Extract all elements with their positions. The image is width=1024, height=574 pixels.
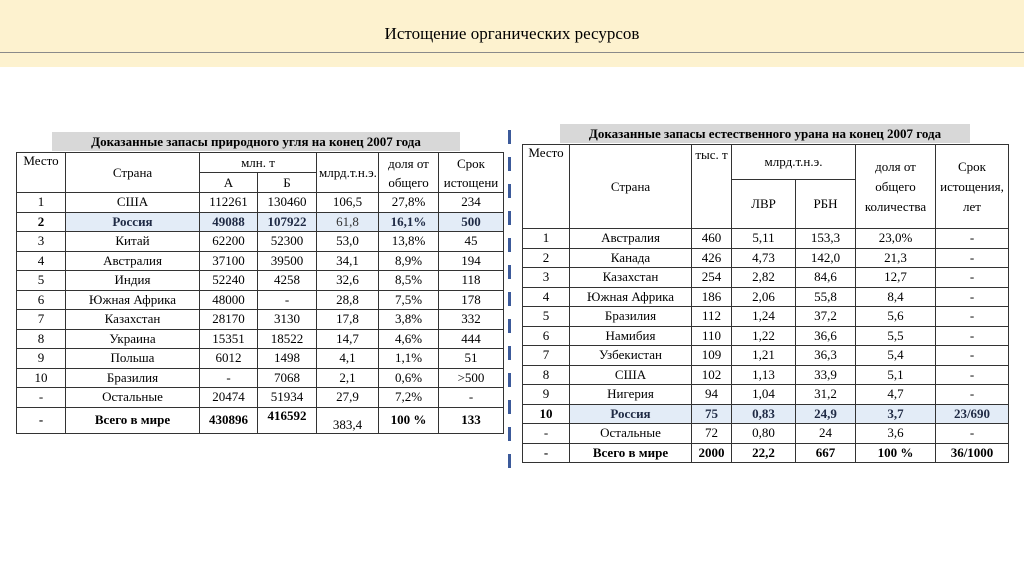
cell-mlrd: 2,1 — [317, 368, 379, 388]
cell-country: Австралия — [570, 229, 692, 249]
cell-place: 5 — [17, 271, 66, 291]
cell-mlrd: 27,9 — [317, 388, 379, 408]
cell-share: 4,6% — [379, 329, 439, 349]
cell-thous: 460 — [692, 229, 732, 249]
cell-share: 5,5 — [856, 326, 936, 346]
cell-lvr: 0,83 — [732, 404, 796, 424]
cell-thous: 254 — [692, 268, 732, 288]
table-row — [17, 368, 504, 388]
cell-term: 118 — [439, 271, 504, 291]
table-row — [523, 385, 1009, 405]
cell-mlrd: 383,4 — [317, 407, 379, 433]
cell-term: 133 — [439, 407, 504, 433]
cell-place: - — [17, 388, 66, 408]
table-row-total — [523, 443, 1009, 463]
cell-a: 112261 — [200, 193, 258, 213]
cell-term: - — [439, 388, 504, 408]
cell-b: - — [258, 290, 317, 310]
cell-term: - — [936, 385, 1009, 405]
cell-share: 27,8% — [379, 193, 439, 213]
cell-b: 1498 — [258, 349, 317, 369]
cell-a: 20474 — [200, 388, 258, 408]
cell-mlrd: 14,7 — [317, 329, 379, 349]
cell-a: 430896 — [200, 407, 258, 433]
cell-mlrd: 106,5 — [317, 193, 379, 213]
cell-place: 10 — [523, 404, 570, 424]
cell-lvr: 2,82 — [732, 268, 796, 288]
cell-b: 3130 — [258, 310, 317, 330]
cell-b: 39500 — [258, 251, 317, 271]
cell-share: 8,9% — [379, 251, 439, 271]
table-row — [523, 307, 1009, 327]
cell-term: - — [936, 326, 1009, 346]
header-thous: тыс. т — [692, 145, 732, 229]
header-mlrd: млрд.т.н.э. — [317, 153, 379, 193]
cell-place: 1 — [17, 193, 66, 213]
cell-share: 7,2% — [379, 388, 439, 408]
uranium-reserves-table — [522, 144, 1009, 463]
cell-share: 8,5% — [379, 271, 439, 291]
cell-term: - — [936, 287, 1009, 307]
cell-share: 12,7 — [856, 268, 936, 288]
cell-rbn: 55,8 — [796, 287, 856, 307]
cell-share: 8,4 — [856, 287, 936, 307]
cell-b: 18522 — [258, 329, 317, 349]
header-lvr: ЛВР — [732, 180, 796, 229]
cell-term: - — [936, 346, 1009, 366]
table-row — [17, 329, 504, 349]
cell-country: Бразилия — [570, 307, 692, 327]
header-a: А — [200, 173, 258, 193]
cell-a: 37100 — [200, 251, 258, 271]
cell-lvr: 0,80 — [732, 424, 796, 444]
cell-thous: 102 — [692, 365, 732, 385]
cell-place: 8 — [523, 365, 570, 385]
cell-share: 4,7 — [856, 385, 936, 405]
table-row — [17, 193, 504, 213]
table-row-highlighted — [523, 404, 1009, 424]
cell-place: 9 — [17, 349, 66, 369]
header-mln-t: млн. т — [200, 153, 317, 173]
cell-share: 7,5% — [379, 290, 439, 310]
cell-rbn: 24 — [796, 424, 856, 444]
table-row — [17, 251, 504, 271]
cell-lvr: 1,04 — [732, 385, 796, 405]
cell-share: 100 % — [856, 443, 936, 463]
cell-country: Намибия — [570, 326, 692, 346]
table-row — [523, 365, 1009, 385]
cell-term: 45 — [439, 232, 504, 252]
cell-rbn: 31,2 — [796, 385, 856, 405]
table-row-total — [17, 407, 504, 433]
table-row — [17, 232, 504, 252]
cell-lvr: 2,06 — [732, 287, 796, 307]
cell-thous: 186 — [692, 287, 732, 307]
cell-mlrd: 32,6 — [317, 271, 379, 291]
table-row — [523, 229, 1009, 249]
cell-rbn: 36,3 — [796, 346, 856, 366]
cell-a: 49088 — [200, 212, 258, 232]
cell-country: США — [570, 365, 692, 385]
table-row — [523, 268, 1009, 288]
cell-share: 100 % — [379, 407, 439, 433]
cell-mlrd: 53,0 — [317, 232, 379, 252]
header-rbn: РБН — [796, 180, 856, 229]
cell-b: 107922 — [258, 212, 317, 232]
cell-country: Казахстан — [66, 310, 200, 330]
cell-country: Казахстан — [570, 268, 692, 288]
cell-b: 52300 — [258, 232, 317, 252]
header-place: Место — [523, 145, 570, 229]
cell-a: 6012 — [200, 349, 258, 369]
divider-bar — [508, 130, 511, 470]
cell-term: 194 — [439, 251, 504, 271]
cell-country: Россия — [66, 212, 200, 232]
slide-title: Истощение органических ресурсов — [384, 24, 640, 43]
cell-share: 1,1% — [379, 349, 439, 369]
cell-thous: 110 — [692, 326, 732, 346]
cell-term: - — [936, 229, 1009, 249]
cell-mlrd: 34,1 — [317, 251, 379, 271]
header-place: Место — [17, 153, 66, 193]
cell-place: 7 — [523, 346, 570, 366]
title-bar — [0, 0, 1024, 67]
cell-a: 62200 — [200, 232, 258, 252]
cell-lvr: 4,73 — [732, 248, 796, 268]
cell-term: 178 — [439, 290, 504, 310]
cell-rbn: 153,3 — [796, 229, 856, 249]
cell-term: - — [936, 424, 1009, 444]
cell-term: - — [936, 365, 1009, 385]
coal-table-caption: Доказанные запасы природного угля на конец 2007 года — [52, 132, 460, 151]
cell-country: Южная Африка — [570, 287, 692, 307]
cell-thous: 2000 — [692, 443, 732, 463]
cell-place: 6 — [523, 326, 570, 346]
cell-lvr: 1,13 — [732, 365, 796, 385]
coal-reserves-table — [16, 152, 504, 434]
cell-rbn: 36,6 — [796, 326, 856, 346]
cell-country: Нигерия — [570, 385, 692, 405]
header-share: доля от общего количества — [856, 145, 936, 229]
cell-term: - — [936, 268, 1009, 288]
cell-lvr: 1,22 — [732, 326, 796, 346]
cell-thous: 72 — [692, 424, 732, 444]
cell-mlrd: 4,1 — [317, 349, 379, 369]
cell-term: 23/690 — [936, 404, 1009, 424]
cell-b: 51934 — [258, 388, 317, 408]
cell-place: - — [523, 443, 570, 463]
cell-a: 28170 — [200, 310, 258, 330]
uranium-table-caption: Доказанные запасы естественного урана на конец 2007 года — [560, 124, 970, 143]
header-country: Страна — [66, 153, 200, 193]
cell-b: 416592 — [258, 407, 317, 433]
title-underline — [0, 52, 1024, 53]
cell-place: 8 — [17, 329, 66, 349]
cell-mlrd: 17,8 — [317, 310, 379, 330]
cell-term: - — [936, 248, 1009, 268]
cell-lvr: 5,11 — [732, 229, 796, 249]
header-term: Срок истощени — [439, 153, 504, 193]
cell-rbn: 33,9 — [796, 365, 856, 385]
cell-rbn: 24,9 — [796, 404, 856, 424]
table-row — [523, 346, 1009, 366]
cell-place: 7 — [17, 310, 66, 330]
cell-a: 48000 — [200, 290, 258, 310]
cell-country: Бразилия — [66, 368, 200, 388]
cell-place: 2 — [523, 248, 570, 268]
cell-place: - — [523, 424, 570, 444]
cell-country: Индия — [66, 271, 200, 291]
cell-lvr: 1,24 — [732, 307, 796, 327]
header-b: Б — [258, 173, 317, 193]
table-row — [17, 349, 504, 369]
cell-share: 5,1 — [856, 365, 936, 385]
cell-share: 3,7 — [856, 404, 936, 424]
cell-country: Южная Африка — [66, 290, 200, 310]
cell-place: 4 — [17, 251, 66, 271]
header-term: Срок истощения, лет — [936, 145, 1009, 229]
table-row — [17, 388, 504, 408]
cell-rbn: 37,2 — [796, 307, 856, 327]
cell-place: 4 — [523, 287, 570, 307]
table-row — [17, 271, 504, 291]
coal-table-body — [17, 193, 504, 434]
cell-country: Китай — [66, 232, 200, 252]
cell-country: Узбекистан — [570, 346, 692, 366]
cell-place: 6 — [17, 290, 66, 310]
cell-rbn: 142,0 — [796, 248, 856, 268]
cell-share: 13,8% — [379, 232, 439, 252]
cell-country: Польша — [66, 349, 200, 369]
cell-country: Остальные — [66, 388, 200, 408]
cell-term: 36/1000 — [936, 443, 1009, 463]
cell-rbn: 84,6 — [796, 268, 856, 288]
cell-a: - — [200, 368, 258, 388]
cell-share: 3,8% — [379, 310, 439, 330]
table-row — [523, 326, 1009, 346]
table-row — [17, 290, 504, 310]
cell-b: 7068 — [258, 368, 317, 388]
cell-place: 3 — [17, 232, 66, 252]
cell-place: 1 — [523, 229, 570, 249]
cell-term: 500 — [439, 212, 504, 232]
cell-country: Канада — [570, 248, 692, 268]
cell-term: 51 — [439, 349, 504, 369]
cell-term: - — [936, 307, 1009, 327]
header-country: Страна — [570, 145, 692, 229]
cell-place: 9 — [523, 385, 570, 405]
cell-mlrd: 28,8 — [317, 290, 379, 310]
table-row-highlighted — [17, 212, 504, 232]
cell-thous: 109 — [692, 346, 732, 366]
cell-place: 10 — [17, 368, 66, 388]
cell-country: Остальные — [570, 424, 692, 444]
cell-country: Всего в мире — [570, 443, 692, 463]
table-row — [523, 424, 1009, 444]
cell-place: 3 — [523, 268, 570, 288]
cell-a: 52240 — [200, 271, 258, 291]
cell-country: Украина — [66, 329, 200, 349]
cell-place: 2 — [17, 212, 66, 232]
cell-term: >500 — [439, 368, 504, 388]
cell-share: 16,1% — [379, 212, 439, 232]
uranium-table-body — [523, 229, 1009, 463]
cell-term: 444 — [439, 329, 504, 349]
header-mlrd: млрд.т.н.э. — [732, 145, 856, 180]
cell-term: 234 — [439, 193, 504, 213]
cell-b: 130460 — [258, 193, 317, 213]
cell-share: 3,6 — [856, 424, 936, 444]
table-row — [523, 287, 1009, 307]
cell-share: 5,4 — [856, 346, 936, 366]
cell-b: 4258 — [258, 271, 317, 291]
cell-place: - — [17, 407, 66, 433]
cell-country: Всего в мире — [66, 407, 200, 433]
cell-place: 5 — [523, 307, 570, 327]
cell-country: США — [66, 193, 200, 213]
cell-thous: 94 — [692, 385, 732, 405]
cell-share: 23,0% — [856, 229, 936, 249]
cell-a: 15351 — [200, 329, 258, 349]
table-row — [17, 310, 504, 330]
cell-share: 5,6 — [856, 307, 936, 327]
cell-thous: 426 — [692, 248, 732, 268]
cell-rbn: 667 — [796, 443, 856, 463]
cell-country: Россия — [570, 404, 692, 424]
header-share: доля от общего — [379, 153, 439, 193]
table-row — [523, 248, 1009, 268]
cell-country: Австралия — [66, 251, 200, 271]
cell-thous: 75 — [692, 404, 732, 424]
cell-lvr: 22,2 — [732, 443, 796, 463]
cell-thous: 112 — [692, 307, 732, 327]
cell-term: 332 — [439, 310, 504, 330]
cell-share: 0,6% — [379, 368, 439, 388]
cell-lvr: 1,21 — [732, 346, 796, 366]
cell-share: 21,3 — [856, 248, 936, 268]
cell-mlrd: 61,8 — [317, 212, 379, 232]
